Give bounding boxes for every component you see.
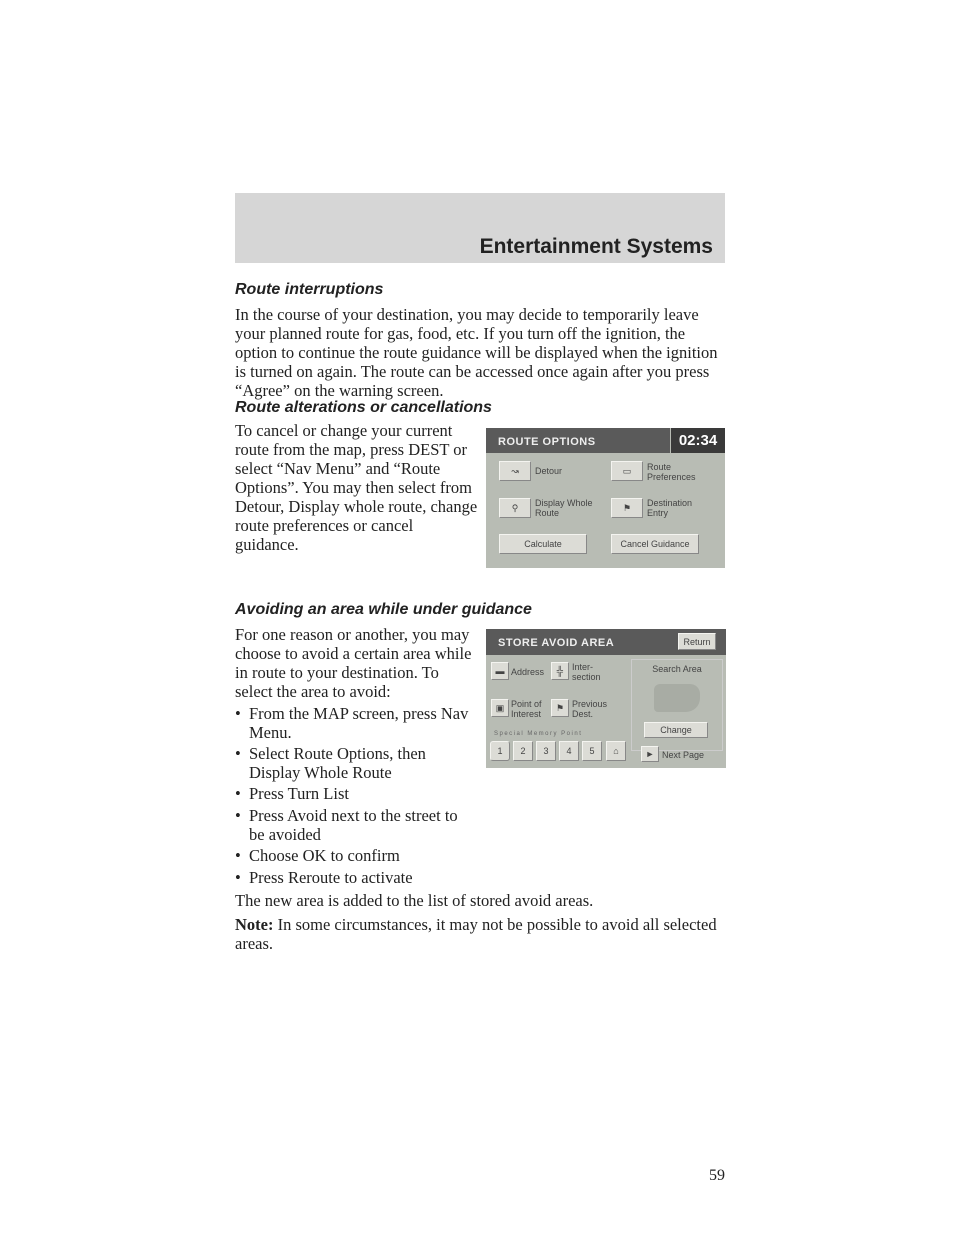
text-line: select “Nav Menu” and “Route xyxy=(235,459,441,478)
bullet-item: • From the MAP screen, press Nav Menu. xyxy=(235,704,469,742)
bullet-item: • Press Reroute to activate xyxy=(235,868,413,887)
text-line: select the area to avoid: xyxy=(235,682,391,701)
text-line: “Agree” on the warning screen. xyxy=(235,381,444,400)
route-preferences-button xyxy=(611,461,643,481)
bullet-item: • Press Avoid next to the street to be avoided xyxy=(235,806,458,844)
bullet-item: • Select Route Options, then Display Whole Route xyxy=(235,744,426,782)
text-line: route from the map, press DEST or xyxy=(235,440,468,459)
text-line: guidance. xyxy=(235,535,299,554)
previous-dest-label: Previous Dest. xyxy=(572,699,608,719)
display-whole-route-label: Display Whole Route xyxy=(535,498,593,518)
detour-icon: ↝ xyxy=(511,465,519,476)
special-memory-label: Special Memory Point xyxy=(494,731,583,737)
text-line: In the course of your destination, you may decide to temporarily leave xyxy=(235,305,699,324)
section-title: Entertainment Systems xyxy=(479,235,713,258)
section-header-band xyxy=(235,193,725,263)
address-label: Address xyxy=(511,667,545,677)
home-icon: ⌂ xyxy=(606,741,626,761)
destination-entry-button xyxy=(611,498,643,518)
clock: 02:34 xyxy=(671,428,725,453)
paragraph-route-alterations xyxy=(235,421,477,554)
address-button: ▬ xyxy=(491,662,509,680)
intersection-button: ╬ xyxy=(551,662,569,680)
flag-icon: ⚑ xyxy=(622,502,632,513)
return-button: Return xyxy=(678,633,716,650)
page-number: 59 xyxy=(709,1167,725,1184)
calculate-button: Calculate xyxy=(499,534,587,554)
search-area-label: Search Area xyxy=(652,664,702,674)
intersection-label: Inter- section xyxy=(572,662,601,682)
destination-entry-label: Destination Entry xyxy=(647,498,693,518)
paragraph-avoiding-area xyxy=(235,625,471,701)
memory-point-3: 3 xyxy=(536,741,556,761)
heading-route-alterations: Route alterations or cancellations xyxy=(235,399,492,416)
bullet-item: • Press Turn List xyxy=(235,784,349,803)
magnifier-icon: ⚲ xyxy=(511,502,519,513)
memory-point-1: 1 xyxy=(490,741,510,761)
text-line: To cancel or change your current xyxy=(235,421,453,440)
text-line: Detour, Display whole route, change xyxy=(235,497,478,516)
store-avoid-area-screenshot xyxy=(486,629,726,768)
route-preferences-label: Route Preferences xyxy=(647,462,696,482)
cancel-guidance-button: Cancel Guidance xyxy=(611,534,699,554)
change-button: Change xyxy=(644,722,708,738)
screen-title: STORE AVOID AREA xyxy=(486,629,726,655)
poi-button: ▣ xyxy=(491,699,509,717)
text-line: Options”. You may then select from xyxy=(235,478,472,497)
route-preferences-icon: ▭ xyxy=(622,465,632,476)
detour-button xyxy=(499,461,531,481)
text-line: option to continue the route guidance will be displayed when the ignition xyxy=(235,343,718,362)
display-whole-route-button xyxy=(499,498,531,518)
previous-dest-button: ⚑ xyxy=(551,699,569,717)
text-line: choose to avoid a certain area while xyxy=(235,644,472,663)
detour-label: Detour xyxy=(535,466,563,476)
text-line: route preferences or cancel xyxy=(235,516,414,535)
memory-point-5: 5 xyxy=(582,741,602,761)
text-line: is turned on again. The route can be accessed once again after you press xyxy=(235,362,710,381)
note: Note: In some circumstances, it may not be possible to avoid all selected areas. xyxy=(235,915,717,953)
poi-label: Point of Interest xyxy=(511,699,542,719)
next-page-arrow-icon: ► xyxy=(641,746,659,762)
screen-title: ROUTE OPTIONS xyxy=(486,428,670,453)
text-line: For one reason or another, you may xyxy=(235,625,470,644)
text-line: your planned route for gas, food, etc. If you turn off the ignition, the xyxy=(235,324,686,343)
search-area-panel xyxy=(631,659,723,751)
route-options-screenshot xyxy=(486,428,725,568)
text-line: in route to your destination. To xyxy=(235,663,439,682)
usa-map-icon xyxy=(654,684,700,712)
note-label: Note: xyxy=(235,915,274,934)
next-page-label: Next Page xyxy=(662,750,705,760)
bullet-item: • Choose OK to confirm xyxy=(235,846,400,865)
memory-point-2: 2 xyxy=(513,741,533,761)
heading-avoiding-area: Avoiding an area while under guidance xyxy=(235,601,532,618)
memory-point-4: 4 xyxy=(559,741,579,761)
after-text: The new area is added to the list of stored avoid areas. xyxy=(235,891,594,910)
paragraph-route-interruptions xyxy=(235,305,718,400)
heading-route-interruptions: Route interruptions xyxy=(235,281,384,298)
